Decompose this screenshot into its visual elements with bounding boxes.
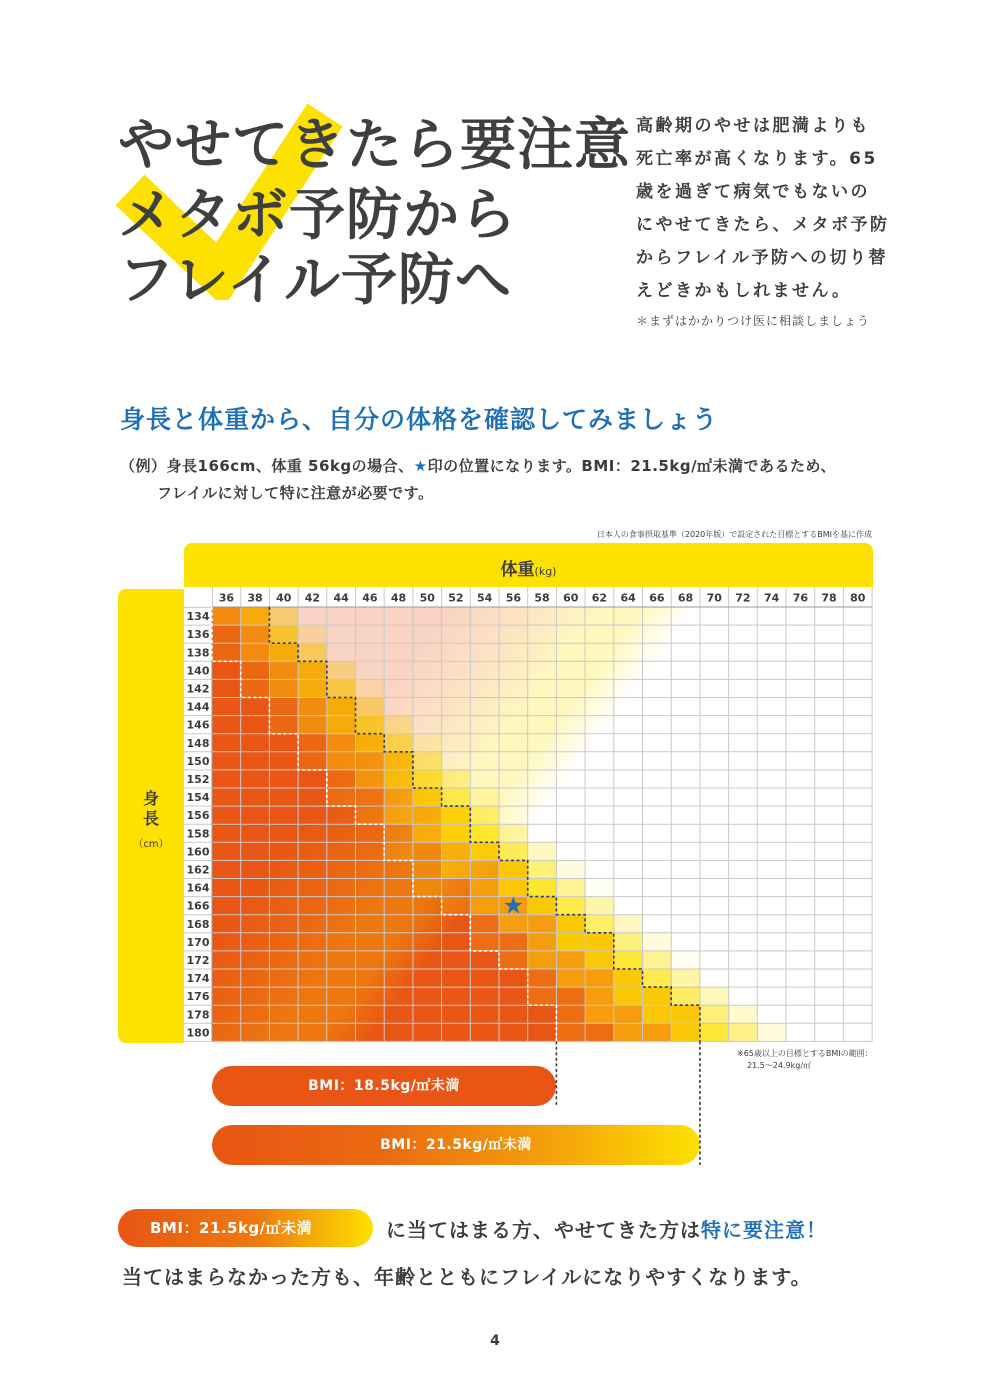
weight-axis-unit: (kg): [534, 565, 557, 578]
intro-text-line: 歳を過ぎて病気でもないの: [636, 182, 870, 202]
height-axis-title-char: 身: [142, 789, 159, 808]
height-axis-unit: （cm）: [133, 839, 169, 850]
weight-tick-label: 50: [419, 591, 435, 605]
example-text-line-2: フレイルに対して特に注意が必要です。: [157, 484, 434, 502]
bmi-chart: [184, 587, 874, 1043]
height-axis-title-char: 長: [142, 809, 159, 828]
warning-line-2: 当てはまらなかった方も、年齢とともにフレイルになりやすくなります。: [122, 1265, 812, 1289]
height-tick-label: 136: [186, 628, 210, 642]
height-tick-label: 170: [186, 935, 210, 949]
weight-tick-label: 40: [276, 591, 292, 605]
page-title-line-2: メタボ予防から: [118, 183, 517, 248]
target-range-values: 21.5～24.9kg/㎡: [747, 1061, 812, 1070]
height-tick-label: 152: [186, 772, 210, 786]
height-tick-label: 150: [186, 754, 210, 768]
height-tick-label: 180: [186, 1026, 210, 1040]
intro-text-line: 死亡率が高くなります。65: [636, 149, 878, 169]
height-tick-label: 162: [186, 863, 210, 877]
weight-tick-label: 66: [649, 591, 665, 605]
weight-tick-label: 38: [247, 591, 263, 605]
height-tick-label: 138: [186, 646, 210, 660]
target-range-note: [737, 1048, 873, 1072]
bmi-chart-svg: [184, 587, 874, 1043]
target-range-note-line: ※65歳以上の目標とするBMIの範囲：: [737, 1049, 873, 1058]
intro-text-line: えどきかもしれません。: [636, 281, 852, 301]
height-tick-label: 140: [186, 664, 210, 678]
weight-tick-label: 54: [476, 591, 493, 605]
weight-axis-title-text: 体重: [500, 560, 535, 580]
height-tick-label: 172: [186, 953, 210, 967]
weight-axis-title: [184, 555, 873, 580]
weight-tick-label: 64: [620, 591, 636, 605]
star-marker-icon: ★: [502, 891, 525, 920]
bmi-18-5-band: BMI：18.5kg/㎡未満: [212, 1066, 556, 1106]
weight-tick-label: 74: [763, 591, 780, 605]
grid-corner: [184, 587, 212, 607]
bmi-21-5-band: BMI：21.5kg/㎡未満: [212, 1125, 700, 1165]
height-axis-header: [118, 589, 184, 1043]
page-title-line-3: フレイル予防へ: [118, 248, 512, 313]
weight-tick-label: 62: [591, 591, 608, 605]
star-icon: ★: [413, 457, 428, 475]
weight-axis-header: [184, 543, 873, 587]
weight-tick-label: 72: [735, 591, 751, 605]
weight-tick-label: 76: [792, 591, 809, 605]
weight-tick-label: 60: [563, 591, 579, 605]
height-tick-label: 134: [186, 610, 210, 624]
weight-tick-label: 42: [304, 591, 321, 605]
weight-tick-label: 48: [390, 591, 407, 605]
weight-tick-label: 36: [218, 591, 235, 605]
height-tick-label: 164: [186, 881, 210, 895]
page-title-line-1: やせてきたら要注意: [118, 113, 631, 178]
weight-tick-label: 68: [677, 591, 694, 605]
height-tick-label: 146: [186, 718, 210, 732]
weight-tick-label: 46: [362, 591, 378, 605]
height-tick-label: 176: [186, 990, 210, 1004]
weight-tick-label: 58: [534, 591, 550, 605]
height-tick-label: 178: [186, 1008, 210, 1022]
example-prefix: （例）身長166cm、体重 56kgの場合、: [120, 457, 414, 475]
height-tick-label: 174: [186, 972, 210, 986]
weight-tick-label: 52: [448, 591, 464, 605]
height-tick-label: 160: [186, 845, 210, 859]
page-number: 4: [490, 1333, 500, 1349]
warning-line-1: [386, 1214, 827, 1243]
weight-tick-label: 80: [850, 591, 866, 605]
height-tick-label: 144: [186, 700, 210, 714]
height-tick-label: 168: [186, 917, 210, 931]
warning-text: に当てはまる方、やせてきた方は: [386, 1218, 701, 1242]
weight-tick-label: 78: [821, 591, 837, 605]
example-suffix: 印の位置になります。BMI：21.5kg/㎡未満であるため、: [427, 457, 836, 475]
source-note: 日本人の食事摂取基準（2020年版）で設定された目標とするBMIを基に作成: [596, 530, 872, 539]
section-heading: 身長と体重から、自分の体格を確認してみましょう: [120, 405, 719, 434]
height-tick-label: 154: [186, 791, 210, 805]
height-tick-label: 156: [186, 809, 210, 823]
height-tick-label: 166: [186, 899, 210, 913]
weight-tick-label: 70: [706, 591, 722, 605]
weight-tick-label: 44: [333, 591, 349, 605]
height-tick-label: 148: [186, 736, 210, 750]
example-text: [120, 455, 836, 476]
intro-text-line: 高齢期のやせは肥満よりも: [636, 116, 870, 136]
weight-tick-label: 56: [505, 591, 522, 605]
intro-text-line: にやせてきたら、メタボ予防: [636, 215, 890, 235]
height-tick-label: 142: [186, 682, 210, 696]
height-axis-title: [118, 789, 184, 829]
bmi-21-5-badge: BMI：21.5kg/㎡未満: [118, 1209, 373, 1247]
height-tick-label: 158: [186, 827, 210, 841]
consult-doctor-note: ＊まずはかかりつけ医に相談しましょう: [636, 314, 871, 328]
intro-text-line: からフレイル予防への切り替: [636, 248, 888, 268]
warning-highlight: 特に要注意！: [701, 1218, 827, 1242]
